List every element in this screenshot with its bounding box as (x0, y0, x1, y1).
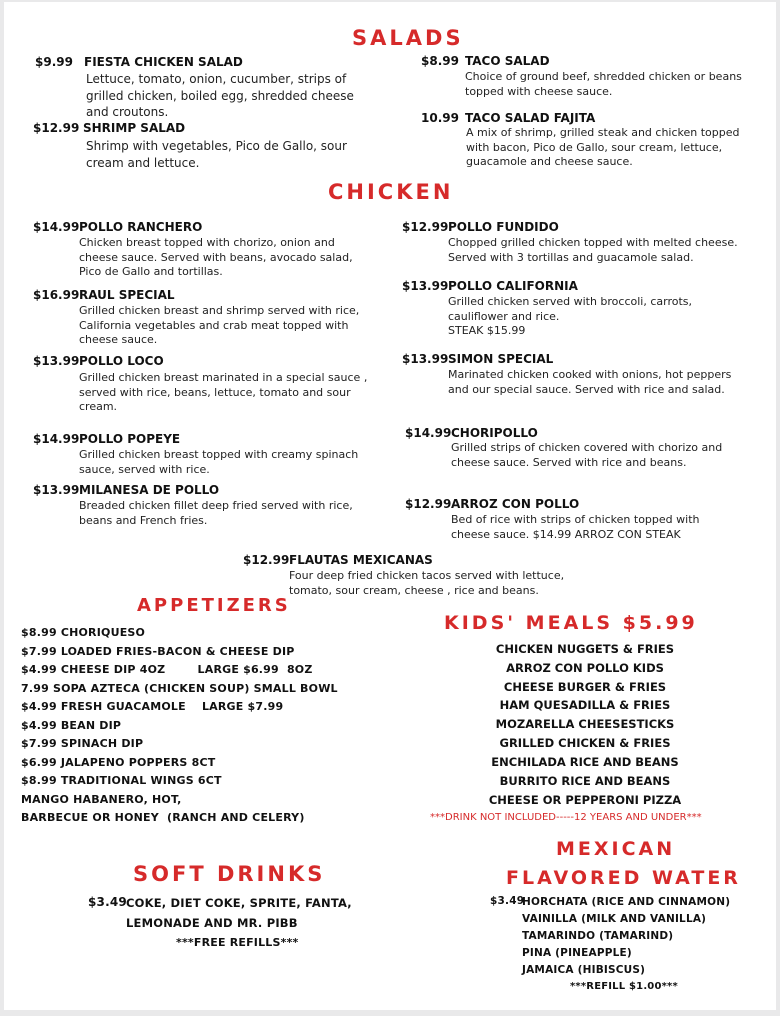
chicken-name: CHORIPOLLO (451, 426, 538, 440)
kids-item: ENCHILADA RICE AND BEANS (491, 755, 679, 769)
chicken-desc: Marinated chicken cooked with onions, hot peppers and our special sauce. Served with rice and salad. (448, 368, 732, 396)
chicken-desc: Grilled strips of chicken covered with chorizo and cheese sauce. Served with rice and beans. (451, 441, 723, 469)
appetizer-line: $6.99 JALAPENO POPPERS 8CT (21, 756, 216, 769)
salad-price: $9.99 (35, 55, 73, 69)
kids-item: CHICKEN NUGGETS & FRIES (495, 642, 675, 656)
chicken-name: SIMON SPECIAL (448, 352, 554, 366)
kids-meals-heading: KIDS' MEALS $5.99 (444, 612, 698, 634)
water-item: JAMAICA (HIBISCUS) (522, 964, 646, 976)
chicken-price: $13.99 (33, 483, 80, 497)
water-item: HORCHATA (RICE AND CINNAMON) (522, 896, 731, 908)
free-refills-note: ***FREE REFILLS*** (176, 936, 299, 949)
chicken-desc: Grilled chicken breast and shrimp served with rice, California vegetables and crab meat topped with cheese sauce. (79, 304, 360, 346)
salad-name: TACO SALAD FAJITA (465, 111, 596, 125)
soft-drinks-line: COKE, DIET COKE, SPRITE, FANTA, (126, 896, 352, 910)
water-item: VAINILLA (MILK AND VANILLA) (522, 913, 707, 925)
chicken-name: POLLO FUNDIDO (448, 220, 559, 234)
chicken-desc: Breaded chicken fillet deep fried served with rice, beans and French fries. (79, 499, 353, 527)
chicken-desc: Grilled chicken served with broccoli, carrots, cauliflower and rice. (448, 295, 693, 323)
water-item: PINA (PINEAPPLE) (522, 947, 632, 959)
chicken-desc: Four deep fried chicken tacos served with lettuce, tomato, sour cream, cheese , rice and beans. (289, 569, 565, 597)
kids-item: HAM QUESADILLA & FRIES (499, 698, 671, 712)
water-price: $3.49 (490, 895, 525, 907)
appetizer-line: MANGO HABANERO, HOT, (21, 793, 182, 806)
chicken-name: FLAUTAS MEXICANAS (289, 553, 433, 567)
chicken-price: $12.99 (405, 497, 452, 511)
chicken-extra: STEAK $15.99 (448, 324, 526, 337)
chicken-desc: Grilled chicken breast topped with creamy spinach sauce, served with rice. (79, 448, 359, 476)
appetizer-line: $4.99 CHEESE DIP 4OZ LARGE $6.99 8OZ (21, 663, 313, 676)
chicken-price: $14.99 (405, 426, 452, 440)
chicken-desc: Bed of rice with strips of chicken topped with cheese sauce. $14.99 ARROZ CON STEAK (451, 513, 700, 541)
salad-desc: Shrimp with vegetables, Pico de Gallo, sour cream and lettuce. (86, 139, 347, 170)
salad-name: TACO SALAD (465, 54, 550, 68)
appetizer-line: $8.99 TRADITIONAL WINGS 6CT (21, 774, 222, 787)
kids-item: CHEESE OR PEPPERONI PIZZA (488, 793, 682, 807)
salad-name: FIESTA CHICKEN SALAD (84, 55, 243, 69)
chicken-heading: CHICKEN (328, 180, 454, 204)
chicken-name: ARROZ CON POLLO (451, 497, 580, 511)
mexican-heading: MEXICAN (556, 838, 676, 860)
chicken-name: POLLO POPEYE (79, 432, 181, 446)
chicken-price: $13.99 (402, 279, 449, 293)
soft-drinks-price: $3.49 (88, 895, 127, 909)
soft-drinks-line: LEMONADE AND MR. PIBB (126, 916, 298, 930)
appetizer-line: BARBECUE OR HONEY (RANCH AND CELERY) (21, 811, 305, 824)
chicken-price: $14.99 (33, 220, 80, 234)
chicken-price: $12.99 (402, 220, 449, 234)
appetizer-line: $8.99 CHORIQUESO (21, 626, 146, 639)
kids-item: MOZARELLA CHEESESTICKS (495, 717, 675, 731)
salad-desc: Choice of ground beef, shredded chicken or beans topped with cheese sauce. (465, 70, 742, 98)
water-item: TAMARINDO (TAMARIND) (522, 930, 674, 942)
kids-item: CHEESE BURGER & FRIES (503, 680, 667, 694)
appetizer-line: $4.99 BEAN DIP (21, 719, 122, 732)
chicken-price: $13.99 (33, 354, 80, 368)
chicken-desc: Chicken breast topped with chorizo, onion and cheese sauce. Served with beans, avocado salad, Pico de Gallo and tortillas. (79, 236, 353, 278)
salad-name: SHRIMP SALAD (83, 121, 186, 135)
kids-drink-note: ***DRINK NOT INCLUDED-----12 YEARS AND UNDER*** (430, 812, 702, 823)
chicken-name: POLLO CALIFORNIA (448, 279, 578, 293)
soft-drinks-heading: SOFT DRINKS (133, 862, 326, 886)
chicken-name: RAUL SPECIAL (79, 288, 175, 302)
kids-item: BURRITO RICE AND BEANS (499, 774, 671, 788)
water-refill-note: ***REFILL $1.00*** (570, 981, 678, 992)
salad-price: 10.99 (421, 111, 459, 125)
appetizer-line: 7.99 SOPA AZTECA (CHICKEN SOUP) SMALL BOWL (21, 682, 338, 695)
chicken-name: POLLO RANCHERO (79, 220, 203, 234)
salad-price: $12.99 (33, 121, 80, 135)
chicken-price: $16.99 (33, 288, 80, 302)
appetizer-line: $7.99 SPINACH DIP (21, 737, 144, 750)
chicken-desc: Grilled chicken breast marinated in a special sauce , served with rice, beans, lettuce, tomato and sour cream. (79, 371, 368, 413)
salad-desc: A mix of shrimp, grilled steak and chicken topped with bacon, Pico de Gallo, sour cream, lettuce, guacamole and cheese sauce. (466, 126, 740, 168)
kids-item: GRILLED CHICKEN & FRIES (499, 736, 671, 750)
kids-item: ARROZ CON POLLO KIDS (506, 661, 664, 675)
appetizers-heading: APPETIZERS (137, 595, 291, 616)
salads-heading: SALADS (352, 26, 464, 50)
salad-price: $8.99 (421, 54, 459, 68)
appetizer-line: $7.99 LOADED FRIES-BACON & CHEESE DIP (21, 645, 295, 658)
appetizer-line: $4.99 FRESH GUACAMOLE LARGE $7.99 (21, 700, 284, 713)
chicken-name: MILANESA DE POLLO (79, 483, 220, 497)
flavored-water-heading: FLAVORED WATER (506, 867, 741, 889)
chicken-price: $13.99 (402, 352, 449, 366)
chicken-desc: Chopped grilled chicken topped with melted cheese. Served with 3 tortillas and guacamole salad. (448, 236, 738, 264)
chicken-price: $14.99 (33, 432, 80, 446)
salad-desc: Lettuce, tomato, onion, cucumber, strips of grilled chicken, boiled egg, shredded cheese and croutons. (86, 72, 354, 119)
chicken-name: POLLO LOCO (79, 354, 164, 368)
chicken-price: $12.99 (243, 553, 290, 567)
